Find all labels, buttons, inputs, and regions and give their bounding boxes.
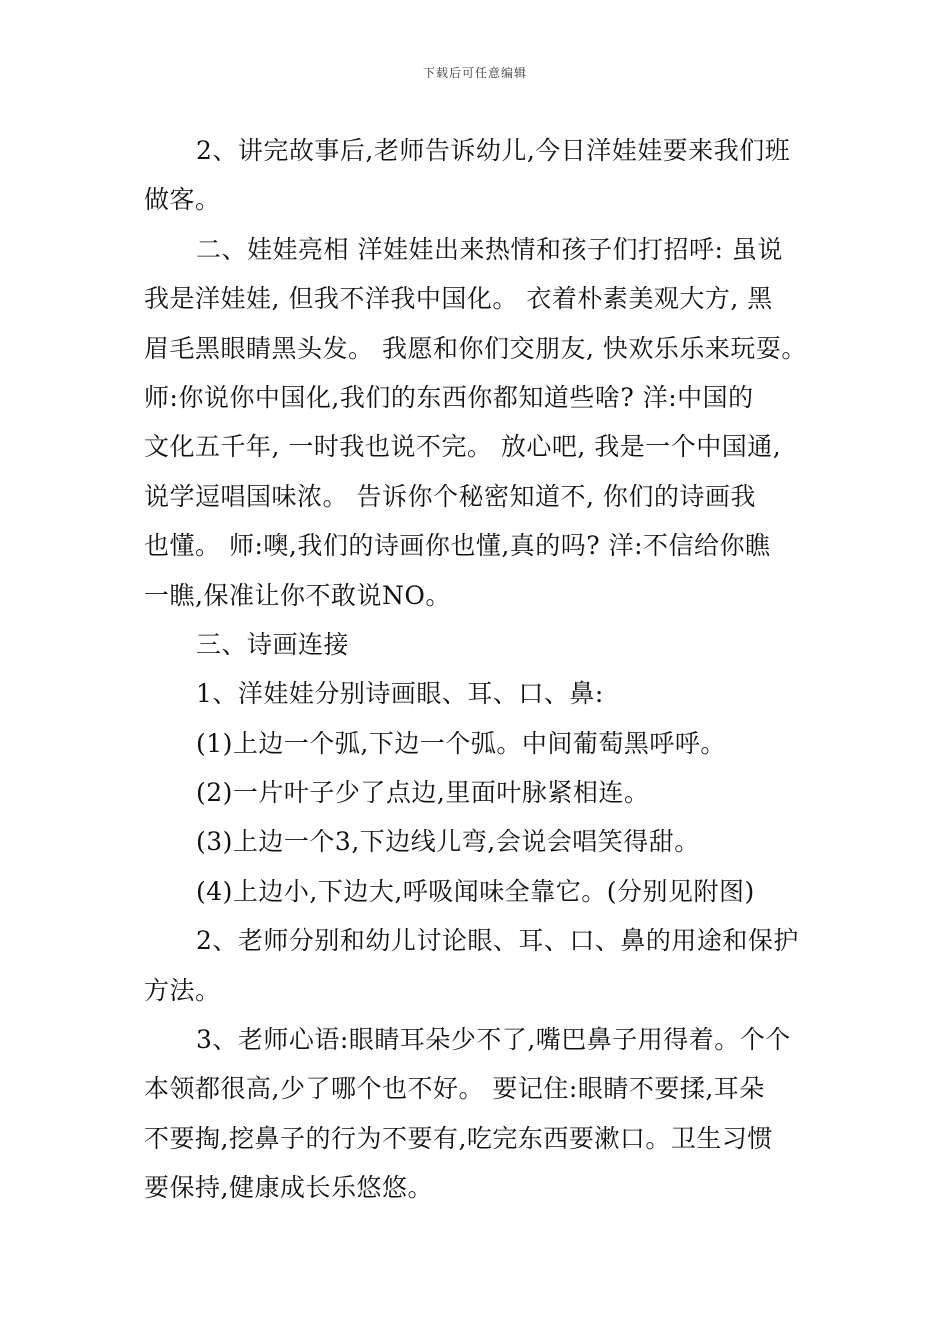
text-line: 2、老师分别和幼儿讨论眼、耳、口、鼻的用途和保护 (196, 926, 799, 956)
text-line: 3、老师心语:眼睛耳朵少不了,嘴巴鼻子用得着。个个 (196, 1025, 791, 1055)
text-line: 文化五千年, 一时我也说不完。 放心吧, 我是一个中国通, (144, 432, 782, 462)
text-line: 眉毛黑眼睛黑头发。 我愿和你们交朋友, 快欢乐乐来玩耍。 (144, 333, 807, 363)
document-body (144, 126, 824, 1213)
section-heading: 三、诗画连接 (196, 629, 350, 659)
text-line: 1、洋娃娃分别诗画眼、耳、口、鼻: (196, 679, 604, 709)
list-item: (3)上边一个3,下边线儿弯,会说会唱笑得甜。 (196, 827, 700, 857)
list-item: (4)上边小,下边大,呼吸闻味全靠它。(分别见附图) (196, 876, 755, 906)
text-line: 要保持,健康成长乐悠悠。 (144, 1173, 433, 1203)
text-line: 方法。 (144, 975, 221, 1005)
text-line: 说学逗唱国味浓。 告诉你个秘密知道不, 你们的诗画我 (144, 481, 756, 511)
text-line: 不要掏,挖鼻子的行为不要有,吃完东西要漱口。卫生习惯 (144, 1123, 773, 1153)
text-line: 师:你说你中国化,我们的东西你都知道些啥? 洋:中国的 (144, 382, 754, 412)
text-line: 一瞧,保准让你不敢说NO。 (144, 580, 451, 610)
text-line: 本领都很高,少了哪个也不好。 要记住:眼睛不要揉,耳朵 (144, 1074, 765, 1104)
text-line: 2、讲完故事后,老师告诉幼儿,今日洋娃娃要来我们班 (196, 136, 791, 165)
text-line: 二、娃娃亮相 洋娃娃出来热情和孩子们打招呼: 虽说 (196, 234, 783, 264)
text-line: 做客。 (144, 185, 221, 215)
text-line: 也懂。 师:噢,我们的诗画你也懂,真的吗? 洋:不信给你瞧 (144, 531, 771, 561)
list-item: (2)一片叶子少了点边,里面叶脉紧相连。 (196, 778, 650, 808)
text-line: 我是洋娃娃, 但我不洋我中国化。 衣着朴素美观大方, 黑 (144, 284, 773, 314)
list-item: (1)上边一个弧,下边一个弧。中间葡萄黑呼呼。 (196, 728, 726, 758)
page-header: 下载后可任意编辑 (422, 66, 527, 80)
